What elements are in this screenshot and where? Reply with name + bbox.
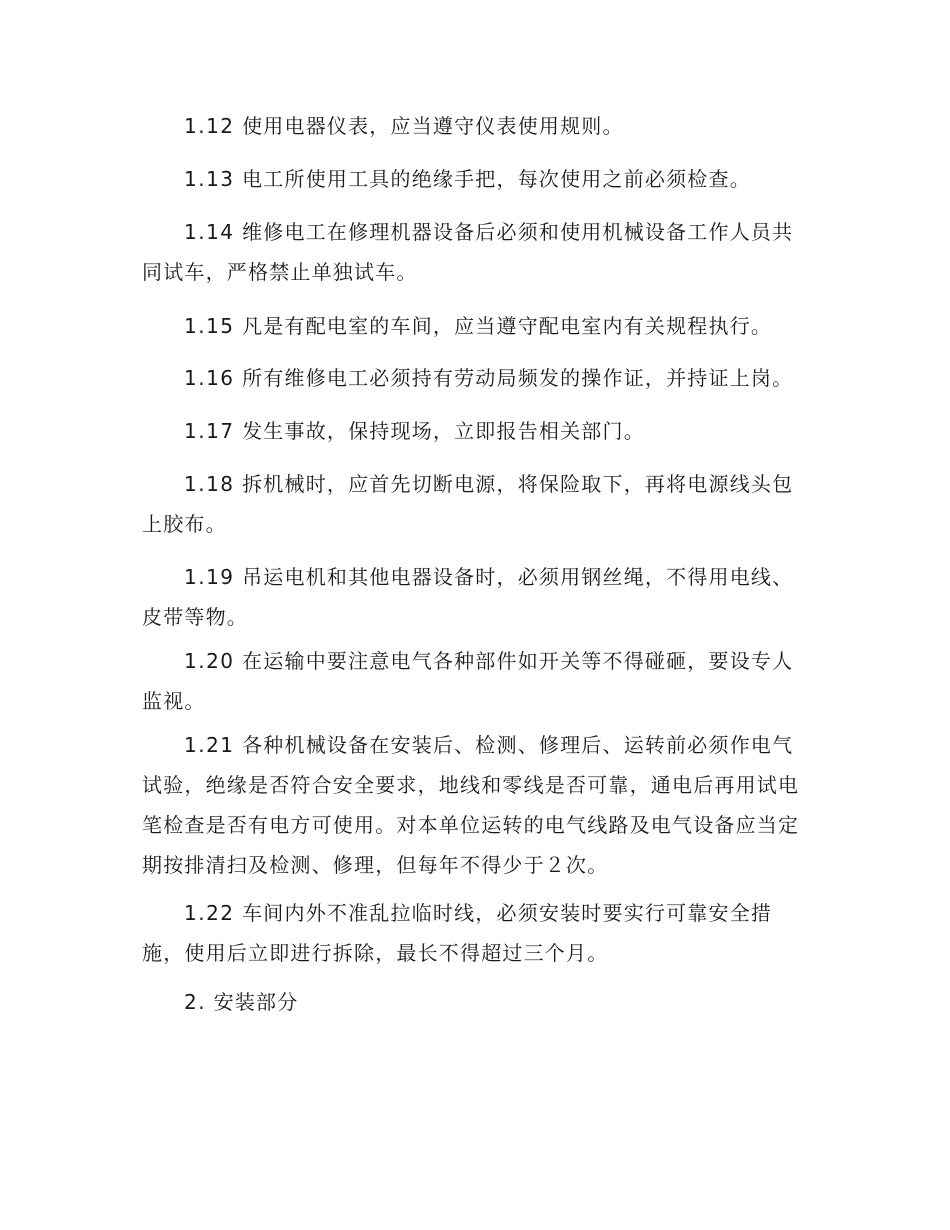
paragraph-1-21 xyxy=(142,725,812,885)
paragraph-text: 凡是有配电室的车间，应当遵守配电室内有关规程执行。 xyxy=(242,314,773,338)
section-title: 安装部分 xyxy=(213,990,299,1014)
paragraph-number: 1.12 xyxy=(184,114,235,138)
paragraph-1-20 xyxy=(142,641,812,721)
paragraph-number: 1.14 xyxy=(184,220,235,244)
paragraph-number: 1.13 xyxy=(184,167,235,191)
paragraph-1-19 xyxy=(142,557,812,637)
paragraph-text: 所有维修电工必须持有劳动局频发的操作证，并持证上岗。 xyxy=(242,366,794,390)
paragraph-number: 1.15 xyxy=(184,314,235,338)
paragraph-1-12 xyxy=(142,106,812,146)
paragraph-number: 1.17 xyxy=(184,419,235,443)
paragraph-text: 发生事故，保持现场，立即报告相关部门。 xyxy=(242,419,645,443)
paragraph-number: 1.19 xyxy=(184,565,235,589)
paragraph-text: 在运输中要注意电气各种部件如开关等不得碰砸，要设专人监视。 xyxy=(142,649,794,713)
paragraph-text: 拆机械时，应首先切断电源，将保险取下，再将电源线头包上胶布。 xyxy=(142,472,794,536)
paragraph-text: 各种机械设备在安装后、检测、修理后、运转前必须作电气试验，绝缘是否符合安全要求，地线和零线是否可靠，通电后再用试电笔检查是否有电方可使用。对本单位运转的电气线路及电气设备应当定期按排清扫及检测、修理，但每年不得少于２次。 xyxy=(142,733,800,877)
paragraph-text: 维修电工在修理机器设备后必须和使用机械设备工作人员共同试车，严格禁止单独试车。 xyxy=(142,220,794,284)
section-heading-installation xyxy=(142,982,812,1022)
paragraph-1-22 xyxy=(142,893,812,973)
paragraph-number: 1.16 xyxy=(184,366,235,390)
paragraph-number: 1.18 xyxy=(184,472,235,496)
paragraph-1-16 xyxy=(142,358,812,398)
paragraph-number: 1.22 xyxy=(184,901,235,925)
paragraph-text: 车间内外不准乱拉临时线，必须安装时要实行可靠安全措施，使用后立即进行拆除，最长不得超过三个月。 xyxy=(142,901,773,965)
section-number: 2. xyxy=(184,990,207,1014)
paragraph-text: 吊运电机和其他电器设备时，必须用钢丝绳，不得用电线、皮带等物。 xyxy=(142,565,794,629)
paragraph-number: 1.20 xyxy=(184,649,235,673)
paragraph-1-18 xyxy=(142,464,812,544)
paragraph-number: 1.21 xyxy=(184,733,235,757)
paragraph-1-13 xyxy=(142,159,812,199)
paragraph-1-15 xyxy=(142,306,812,346)
paragraph-text: 电工所使用工具的绝缘手把，每次使用之前必须检查。 xyxy=(242,167,751,191)
paragraph-1-17 xyxy=(142,411,812,451)
paragraph-1-14 xyxy=(142,212,812,292)
paragraph-text: 使用电器仪表，应当遵守仪表使用规则。 xyxy=(242,114,624,138)
